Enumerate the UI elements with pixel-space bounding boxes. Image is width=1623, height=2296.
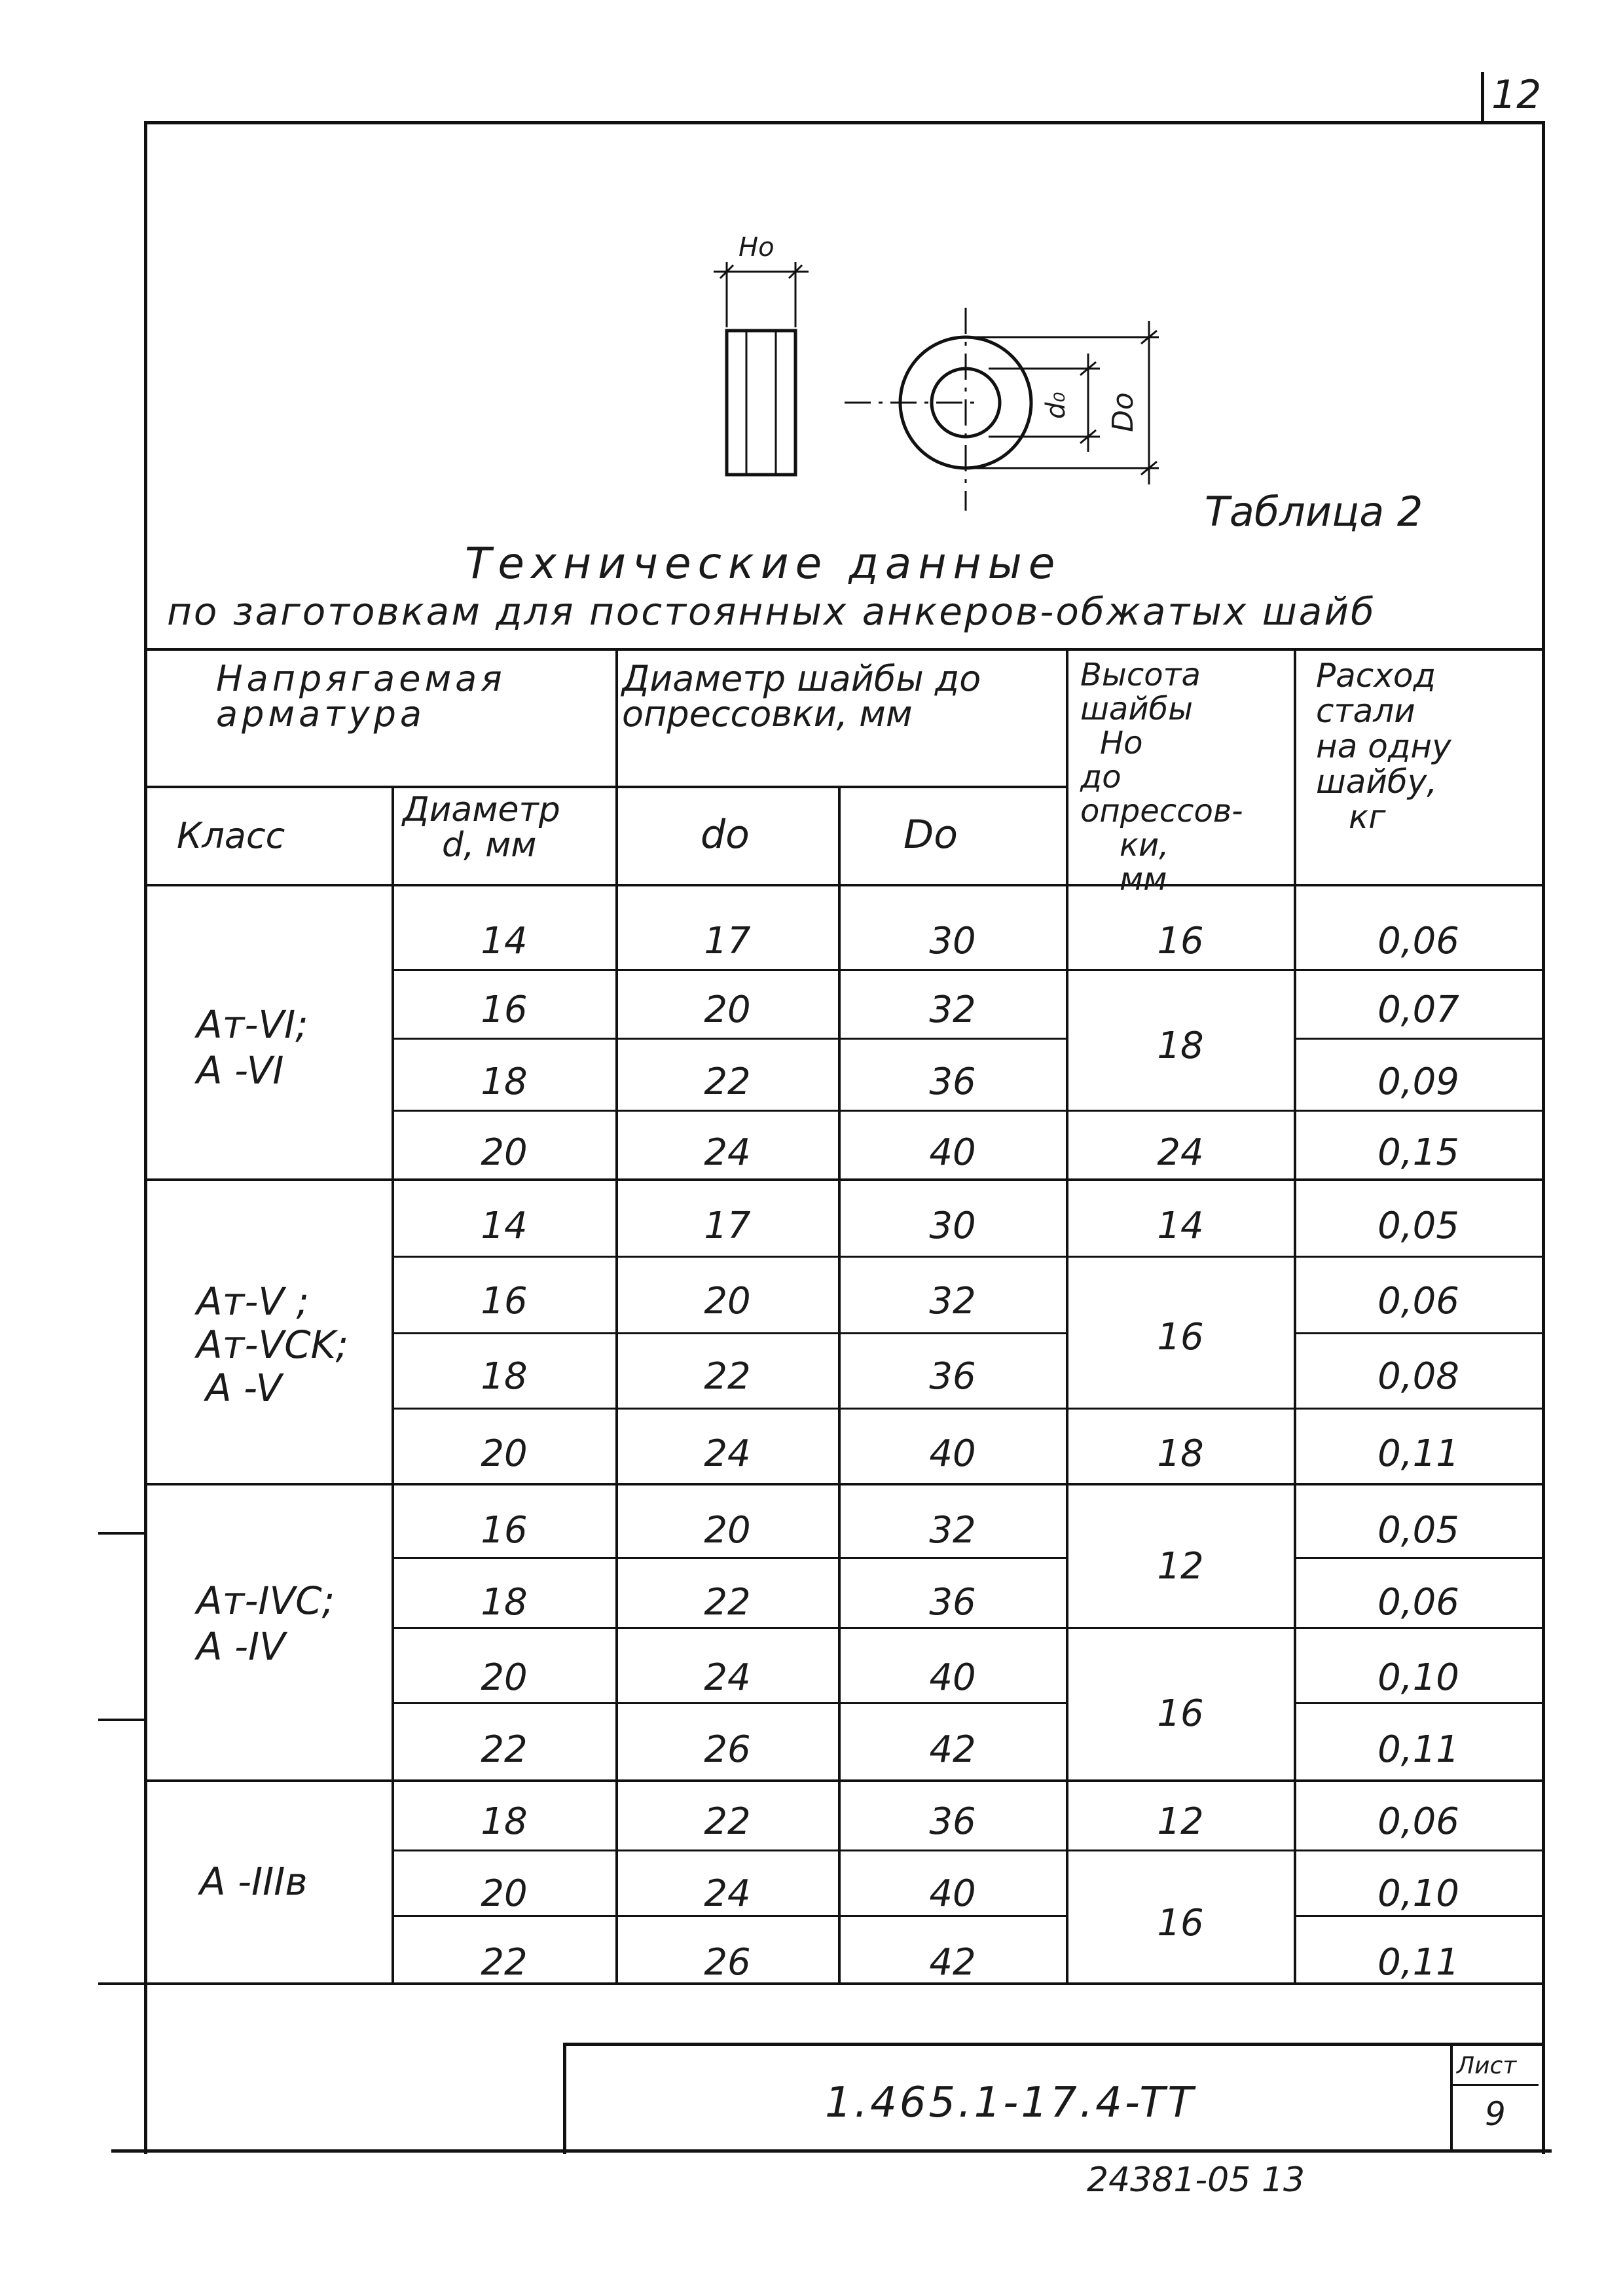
header-group-diameter: Диаметр шайбы до опрессовки, мм xyxy=(622,658,981,735)
table-cell-d: 18 xyxy=(481,1061,528,1103)
margin-tick xyxy=(98,1719,145,1721)
row-line xyxy=(1294,1627,1542,1629)
row-line xyxy=(1294,969,1542,971)
table-cell-D0: 36 xyxy=(929,1061,976,1103)
row-line xyxy=(1294,1850,1542,1851)
table-cell-d0: 24 xyxy=(704,1432,751,1475)
table-cell-d0: 26 xyxy=(704,1941,751,1984)
table-cell-height: 24 xyxy=(1157,1131,1204,1174)
label-d0: d₀ xyxy=(1041,392,1071,419)
margin-tick xyxy=(98,1982,145,1985)
row-line xyxy=(392,1256,1066,1258)
table-cell-D0: 36 xyxy=(929,1355,976,1398)
table-cell-D0: 42 xyxy=(929,1728,976,1771)
table-cell-d0: 17 xyxy=(704,1205,751,1247)
table-cell-d0: 24 xyxy=(704,1131,751,1174)
table-cell-d: 20 xyxy=(481,1432,528,1475)
table-label: Таблица 2 xyxy=(1205,488,1423,536)
title-block-divider xyxy=(1450,2043,1453,2151)
table-cell-D0: 32 xyxy=(929,989,976,1031)
group1-bottom-line xyxy=(144,1178,1542,1181)
row-line xyxy=(1066,1256,1294,1258)
row-line xyxy=(392,1557,1066,1559)
archive-number: 24381-05 13 xyxy=(1087,2160,1305,2200)
table-cell-D0: 40 xyxy=(929,1872,976,1915)
table-cell-m: 0,06 xyxy=(1377,920,1459,962)
table-cell-d0: 22 xyxy=(704,1800,751,1843)
row-line xyxy=(392,1915,1066,1917)
row-line xyxy=(1294,1110,1542,1112)
sheet-number: 9 xyxy=(1485,2095,1506,2133)
table-cell-D0: 42 xyxy=(929,1941,976,1984)
header-class: Класс xyxy=(177,815,285,856)
table-cell-m: 0,07 xyxy=(1377,989,1459,1031)
row-line xyxy=(392,1702,1066,1704)
table-cell-D0: 32 xyxy=(929,1280,976,1322)
table-cell-d: 14 xyxy=(481,1205,528,1247)
table-cell-m: 0,11 xyxy=(1377,1941,1459,1984)
table-cell-D0: 32 xyxy=(929,1509,976,1552)
table-cell-d0: 22 xyxy=(704,1355,751,1398)
washer-side-view xyxy=(714,262,809,475)
table-cell-height: 16 xyxy=(1157,1692,1204,1735)
table-cell-m: 0,06 xyxy=(1377,1800,1459,1843)
class-group-1: Aт-VI; A -VI xyxy=(196,1002,308,1093)
row-line xyxy=(1294,1038,1542,1040)
table-cell-D0: 30 xyxy=(929,920,976,962)
row-line xyxy=(392,1332,1066,1334)
table-cell-height: 18 xyxy=(1157,1025,1204,1067)
table-cell-d: 16 xyxy=(481,989,528,1031)
document-code: 1.465.1-17.4-TT xyxy=(825,2079,1196,2127)
header-group-reinforcement: Напрягаемая арматура xyxy=(216,658,506,735)
page-number-divider xyxy=(1481,72,1484,121)
group3-bottom-line xyxy=(144,1779,1542,1782)
washer-drawing xyxy=(681,236,1178,524)
label-h0: Ho xyxy=(739,232,775,263)
table-cell-d0: 22 xyxy=(704,1061,751,1103)
table-cell-m: 0,09 xyxy=(1377,1061,1459,1103)
table-cell-m: 0,06 xyxy=(1377,1280,1459,1322)
table-cell-m: 0,11 xyxy=(1377,1432,1459,1475)
row-line xyxy=(1066,1110,1294,1112)
table-cell-d: 22 xyxy=(481,1728,528,1771)
header-bottom-line xyxy=(144,884,1542,886)
row-line xyxy=(392,1850,1066,1851)
table-cell-D0: 40 xyxy=(929,1656,976,1699)
table-cell-d0: 22 xyxy=(704,1581,751,1624)
class-group-3: Aт-IVC; A -IV xyxy=(196,1578,335,1669)
table-cell-height: 16 xyxy=(1157,1902,1204,1944)
table-cell-d: 20 xyxy=(481,1131,528,1174)
table-cell-d: 18 xyxy=(481,1355,528,1398)
table-cell-m: 0,05 xyxy=(1377,1205,1459,1247)
page-number: 12 xyxy=(1491,72,1542,118)
table-cell-height: 12 xyxy=(1157,1800,1204,1843)
header-bar-diameter: Диаметр d, мм xyxy=(403,790,560,865)
row-line xyxy=(1066,1408,1294,1410)
row-line xyxy=(1294,1557,1542,1559)
table-cell-height: 16 xyxy=(1157,1316,1204,1358)
row-line xyxy=(392,1408,1066,1410)
class-group-4: A -IIIв xyxy=(200,1859,308,1904)
table-cell-d: 18 xyxy=(481,1800,528,1843)
table-cell-d: 16 xyxy=(481,1509,528,1552)
table-cell-d: 14 xyxy=(481,920,528,962)
header-d0: dо xyxy=(701,812,750,858)
row-line xyxy=(392,1627,1066,1629)
table-cell-d0: 20 xyxy=(704,1280,751,1322)
table-cell-D0: 40 xyxy=(929,1432,976,1475)
table-cell-m: 0,15 xyxy=(1377,1131,1459,1174)
table-cell-d: 18 xyxy=(481,1581,528,1624)
margin-tick xyxy=(98,1532,145,1535)
table-cell-d0: 24 xyxy=(704,1872,751,1915)
table-cell-d0: 20 xyxy=(704,1509,751,1552)
table-cell-d: 16 xyxy=(481,1280,528,1322)
table-cell-m: 0,11 xyxy=(1377,1728,1459,1771)
table-cell-d: 20 xyxy=(481,1872,528,1915)
table-cell-D0: 36 xyxy=(929,1800,976,1843)
table-cell-d0: 24 xyxy=(704,1656,751,1699)
label-D0: Do xyxy=(1106,392,1140,432)
row-line xyxy=(1294,1702,1542,1704)
table-cell-height: 12 xyxy=(1157,1545,1204,1588)
table-cell-m: 0,08 xyxy=(1377,1355,1459,1398)
table-cell-m: 0,10 xyxy=(1377,1872,1459,1915)
table-cell-D0: 36 xyxy=(929,1581,976,1624)
table-cell-height: 14 xyxy=(1157,1205,1204,1247)
sheet-label: Лист xyxy=(1457,2052,1517,2079)
table-cell-height: 18 xyxy=(1157,1432,1204,1475)
table-cell-D0: 30 xyxy=(929,1205,976,1247)
header-steel: Расход стали на одну шайбу, кг xyxy=(1316,657,1451,836)
table-cell-m: 0,05 xyxy=(1377,1509,1459,1552)
row-line xyxy=(1294,1332,1542,1334)
table-cell-d: 20 xyxy=(481,1656,528,1699)
row-line xyxy=(1294,1408,1542,1410)
table-cell-m: 0,06 xyxy=(1377,1581,1459,1624)
row-line xyxy=(392,1110,1066,1112)
header-mid-line xyxy=(144,786,1067,788)
table-subtitle: по заготовкам для постоянных анкеров-обжатых шайб xyxy=(167,589,1376,634)
header-D0: Dо xyxy=(903,812,958,858)
table-top-line xyxy=(144,648,1542,651)
table-cell-m: 0,10 xyxy=(1377,1656,1459,1699)
row-line xyxy=(1066,1850,1294,1851)
row-line xyxy=(1294,1915,1542,1917)
row-line xyxy=(1294,1256,1542,1258)
table-cell-height: 16 xyxy=(1157,920,1204,962)
row-line xyxy=(392,969,1066,971)
table-cell-d0: 20 xyxy=(704,989,751,1031)
table-title: Технические данные xyxy=(465,538,1062,589)
table-cell-d0: 17 xyxy=(704,920,751,962)
group2-bottom-line xyxy=(144,1483,1542,1485)
row-line xyxy=(392,1038,1066,1040)
title-block-hline xyxy=(1450,2084,1539,2086)
row-line xyxy=(1066,969,1294,971)
row-line xyxy=(1066,1627,1294,1629)
table-cell-d: 22 xyxy=(481,1941,528,1984)
header-height: Высота шайбы Hо до опрессов- ки, мм xyxy=(1080,657,1243,898)
class-group-2: Aт-V ; Aт-VCK; A -V xyxy=(196,1279,349,1410)
table-cell-d0: 26 xyxy=(704,1728,751,1771)
table-cell-D0: 40 xyxy=(929,1131,976,1174)
